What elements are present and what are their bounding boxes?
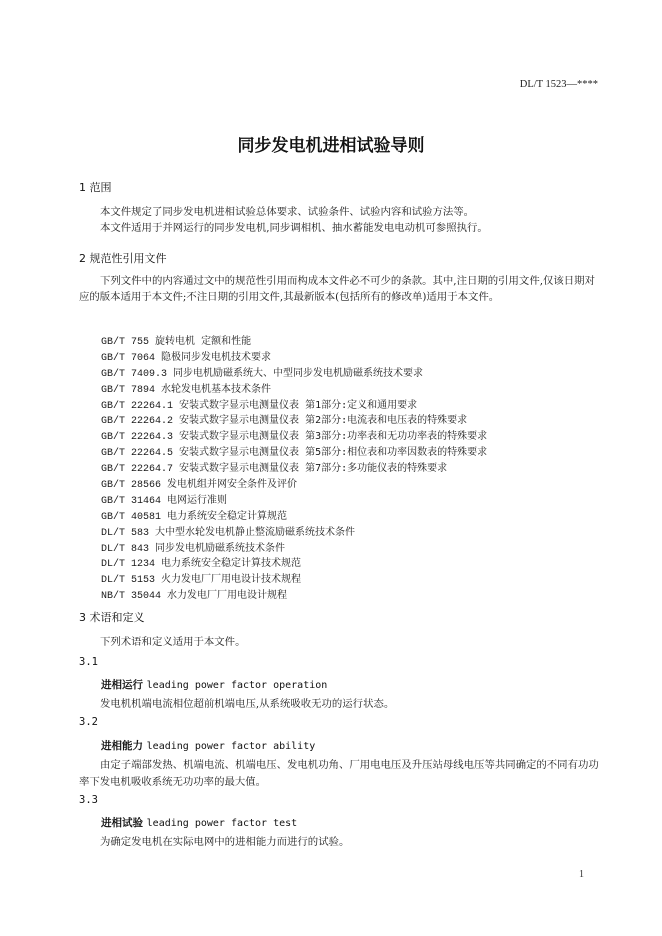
reference-list <box>101 334 601 604</box>
reference-item: GB/T 22264.5 安装式数字显示电测量仪表 第5部分:相位表和功率因数表的特殊要求 <box>101 447 488 460</box>
document-title: 同步发电机进相试验导则 <box>237 136 425 156</box>
reference-item: DL/T 843 同步发电机励磁系统技术条件 <box>101 542 286 555</box>
reference-item: GB/T 22264.3 安装式数字显示电测量仪表 第3部分:功率表和无功功率表的特殊要求 <box>101 431 488 444</box>
section-3-heading: 3 术语和定义 <box>79 611 145 624</box>
paragraph: 下列术语和定义适用于本文件。 <box>100 636 246 648</box>
reference-item: GB/T 31464 电网运行准则 <box>101 494 228 507</box>
term-name: 进相试验 leading power factor test <box>101 817 298 829</box>
reference-item: GB/T 28566 发电机组并网安全条件及评价 <box>101 479 298 492</box>
reference-item: GB/T 22264.2 安装式数字显示电测量仪表 第2部分:电流表和电压表的特殊要求 <box>101 415 468 428</box>
reference-item: DL/T 583 大中型水轮发电机静止整流励磁系统技术条件 <box>101 526 356 539</box>
reference-item: GB/T 22264.1 安装式数字显示电测量仪表 第1部分:定义和通用要求 <box>101 399 418 412</box>
section-2-heading: 2 规范性引用文件 <box>79 252 167 265</box>
reference-item: DL/T 5153 火力发电厂厂用电设计技术规程 <box>101 574 302 587</box>
page-number: 1 <box>579 869 584 880</box>
document-code: DL/T 1523—**** <box>519 79 598 90</box>
term-number: 3.2 <box>79 716 98 728</box>
paragraph: 本文件规定了同步发电机进相试验总体要求、试验条件、试验内容和试验方法等。 <box>100 206 475 218</box>
term-name: 进相运行 leading power factor operation <box>101 679 328 691</box>
section-1-body <box>79 204 603 236</box>
term-definition: 发电机机端电流相位超前机端电压,从系统吸收无功的运行状态。 <box>100 698 395 710</box>
term-definition: 为确定发电机在实际电网中的进相能力而进行的试验。 <box>100 836 350 848</box>
reference-item: GB/T 7409.3 同步电机励磁系统大、中型同步发电机励磁系统技术要求 <box>101 367 424 380</box>
reference-item: DL/T 1234 电力系统安全稳定计算技术规范 <box>101 558 302 571</box>
section-1-heading: 1 范围 <box>79 181 112 194</box>
term-number: 3.1 <box>79 656 98 668</box>
term-definition: 由定子端部发热、机端电流、机端电压、发电机功角、厂用电电压及升压站母线电压等共同确定的不同有功功率下发电机吸收系统无功功率的最大值。 <box>79 759 599 788</box>
reference-item: GB/T 22264.7 安装式数字显示电测量仪表 第7部分:多功能仪表的特殊要求 <box>101 463 448 476</box>
paragraph: 本文件适用于并网运行的同步发电机,同步调相机、抽水蓄能发电电动机可参照执行。 <box>100 222 488 235</box>
term-name: 进相能力 leading power factor ability <box>101 740 316 752</box>
reference-item: GB/T 7064 隐极同步发电机技术要求 <box>101 351 272 364</box>
section-3-intro <box>79 634 603 650</box>
term-number: 3.3 <box>79 794 98 806</box>
reference-item: NB/T 35044 水力发电厂厂用电设计规程 <box>101 590 288 603</box>
reference-item: GB/T 40581 电力系统安全稳定计算规范 <box>101 510 288 523</box>
paragraph: 下列文件中的内容通过文中的规范性引用而构成本文件必不可少的条款。其中,注日期的引用文件,仅该日期对应的版本适用于本文件;不注日期的引用文件,其最新版本(包括所有的修改单)适用于本文件。 <box>79 275 595 304</box>
reference-item: GB/T 7894 水轮发电机基本技术条件 <box>101 383 272 396</box>
section-2-intro <box>79 273 603 305</box>
reference-item: GB/T 755 旋转电机 定额和性能 <box>101 336 252 348</box>
